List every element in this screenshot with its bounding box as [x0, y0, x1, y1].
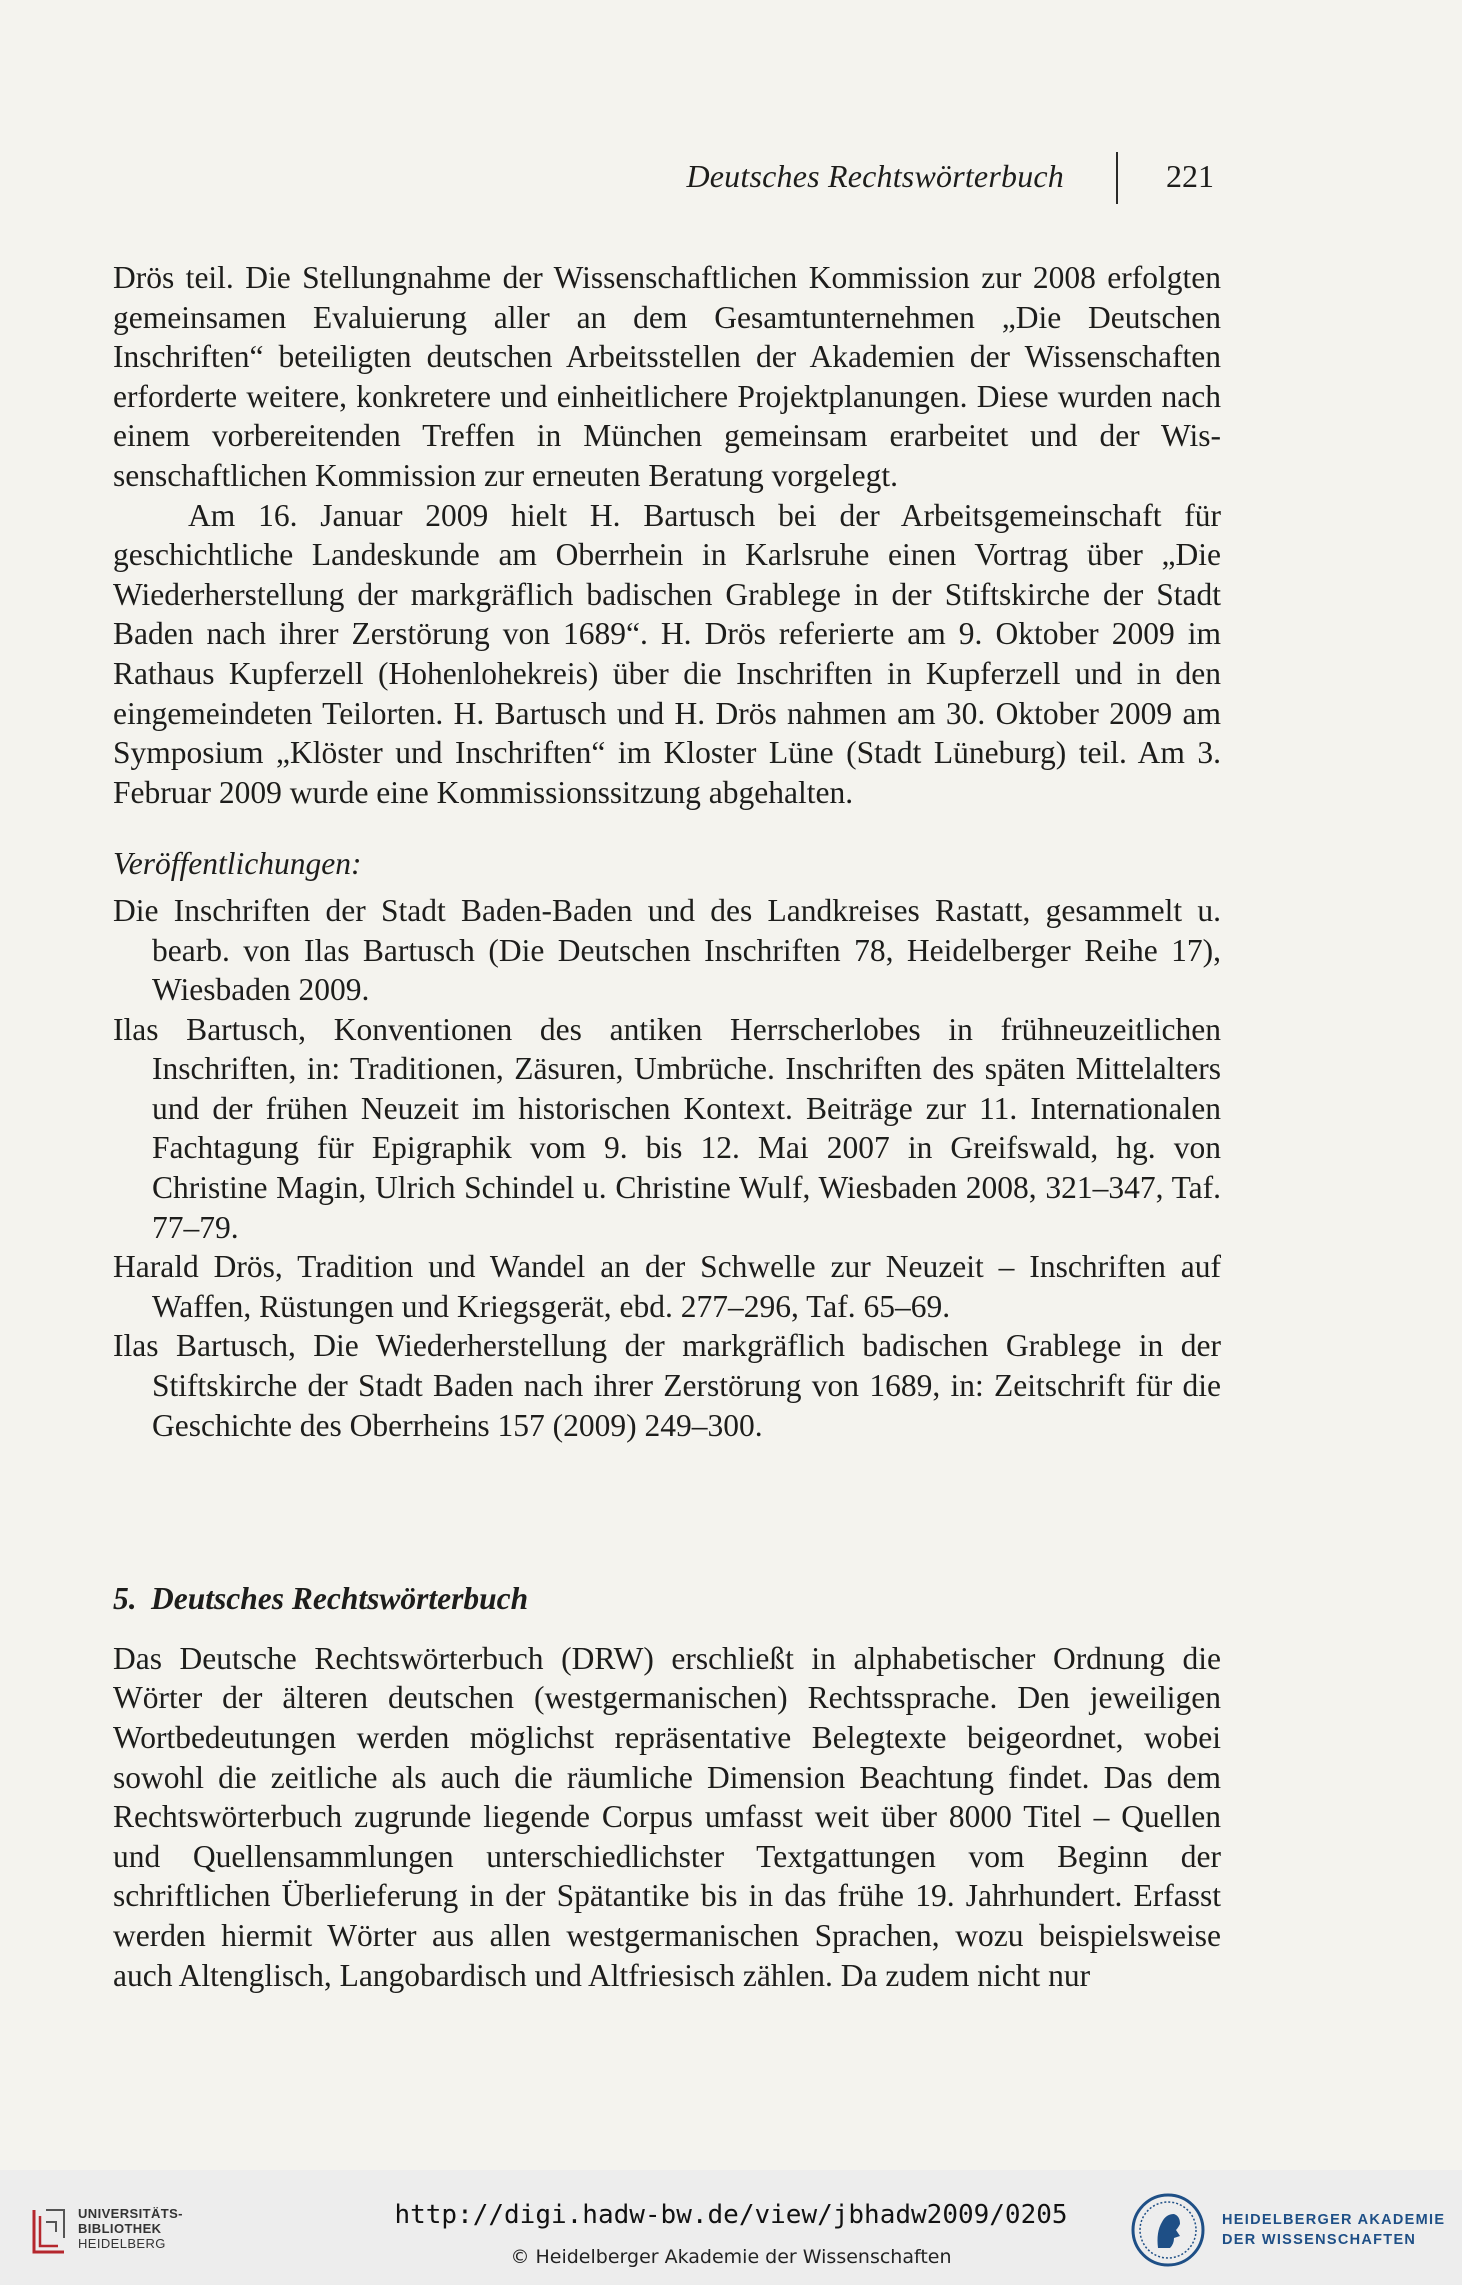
publication-entry: Ilas Bartusch, Konventionen des antiken Herrscherlobes in frühneuzeitlichen Inschriften, in: Traditionen, Zäsuren, Umbrüche. Inschriften des späten Mittelalters und der frühen Neuzeit im historischen Kontext. Beiträge zur 11. Internationalen Fachtagung für Epigraphik vom 9. bis 12. Mai 2007 in Greifswald, hg. von Christine Magin, Ulrich Schindel u. Christine Wulf, Wiesbaden 2008, 321–347, Taf. 77–79. — [113, 1011, 1221, 1245]
paragraph: Am 16. Januar 2009 hielt H. Bartusch bei der Arbeitsgemeinschaft für geschichtliche Landeskunde am Oberrhein in Karlsruhe einen Vortrag über „Die Wiederherstellung der markgräflich badischen Grablege in der Stiftskirche der Stadt Baden nach ihrer Zerstörung von 1689“. H. Drös referierte am 9. Oktober 2009 im Rathaus Kupferzell (Hohenlohekreis) über die Inschriften in Kupferzell und in den eingemeindeten Teilorten. H. Bartusch und H. Drös nahmen am 30. Oktober 2009 am Symposium „Klöster und Inschriften“ im Kloster Lüne (Stadt Lüneburg) teil. Am 3. Februar 2009 wurde eine Kommissionssitzung abgehalten. — [113, 497, 1221, 810]
publications-heading: Veröffentlichungen: — [113, 846, 362, 882]
paragraph: Drös teil. Die Stellungnahme der Wissenschaftlichen Kommission zur 2008 erfolgten gemeinsamen Evaluierung aller an dem Gesamtunternehmen „Die Deutschen Inschriften“ beteiligten deutschen Arbeitsstellen der Akademien der Wissenschaften erforderte weitere, konkretere und einheitlichere Projektplanungen. Diese wurden nach einem vorbereitenden Treffen in München gemeinsam erarbeitet und der Wissenschaftlichen Kommission zur erneuten Beratung vorgelegt. — [113, 260, 1221, 493]
running-title: Deutsches Rechtswörterbuch — [686, 158, 1064, 194]
permalink[interactable]: http://digi.hadw-bw.de/view/jbhadw2009/0205 — [394, 2200, 1068, 2230]
ub-logo-line: UNIVERSITÄTS- — [78, 2206, 183, 2221]
hadw-logo-line: HEIDELBERGER AKADEMIE — [1222, 2212, 1446, 2228]
section-title: Deutsches Rechtswörterbuch — [151, 1581, 529, 1617]
digitization-footer — [0, 2170, 1462, 2285]
copyright-notice: © Heidelberger Akademie der Wissenschaften — [510, 2246, 952, 2268]
running-header — [0, 152, 1462, 202]
main-text — [113, 258, 1221, 1995]
academy-seal-icon — [1130, 2192, 1206, 2268]
publication-entry: Die Inschriften der Stadt Baden-Baden und des Landkreises Rastatt, gesammelt u. bearb. von Ilas Bartusch (Die Deutschen Inschriften 78, Heidelberger Reihe 17), Wiesbaden 2009. — [113, 892, 1221, 1008]
ub-logo-line: HEIDELBERG — [78, 2236, 166, 2251]
section-heading — [113, 1579, 1221, 1619]
hadw-logo[interactable] — [1130, 2192, 1450, 2268]
section-number: 5. — [113, 1581, 137, 1617]
publication-entry: Harald Drös, Tradition und Wandel an der Schwelle zur Neuzeit – Inschriften auf Waffen, Rüstungen und Kriegsgerät, ebd. 277–296, Taf. 65–69. — [113, 1249, 1221, 1324]
hadw-logo-text — [1222, 2210, 1445, 2250]
publication-entry: Ilas Bartusch, Die Wiederherstellung der markgräflich badischen Grablege in der Stiftskirche der Stadt Baden nach ihrer Zerstörung von 1689, in: Zeitschrift für die Geschichte des Oberrheins 157 (2009) 249–300. — [113, 1328, 1221, 1443]
hadw-logo-line: DER WISSENSCHAFTEN — [1222, 2232, 1417, 2248]
paragraph: Das Deutsche Rechtswörterbuch (DRW) erschließt in alphabetischer Ordnung die Wörter der älteren deutschen (westgermanischen) Rechtssprache. Den jeweiligen Wortbedeutungen werden möglichst repräsentative Belegtexte beigeordnet, wobei sowohl die zeitliche als auch die räumliche Dimension Beachtung findet. Das dem Rechtswörterbuch zugrunde liegende Corpus umfasst weit über 8000 Titel – Quellen und Quellensammlungen unterschiedlichster Textgattungen vom Beginn der schriftlichen Überlieferung in der Spätantike bis in das frühe 19. Jahrhundert. Erfasst werden hiermit Wörter aus allen westgermanischen Sprachen, wozu beispielsweise auch Altenglisch, Langobardisch und Altfriesisch zählen. Da zudem nicht nur — [113, 1640, 1221, 1993]
header-divider — [1116, 152, 1118, 204]
ub-logo-line: BIBLIOTHEK — [78, 2221, 162, 2236]
page-number: 221 — [1166, 158, 1214, 194]
